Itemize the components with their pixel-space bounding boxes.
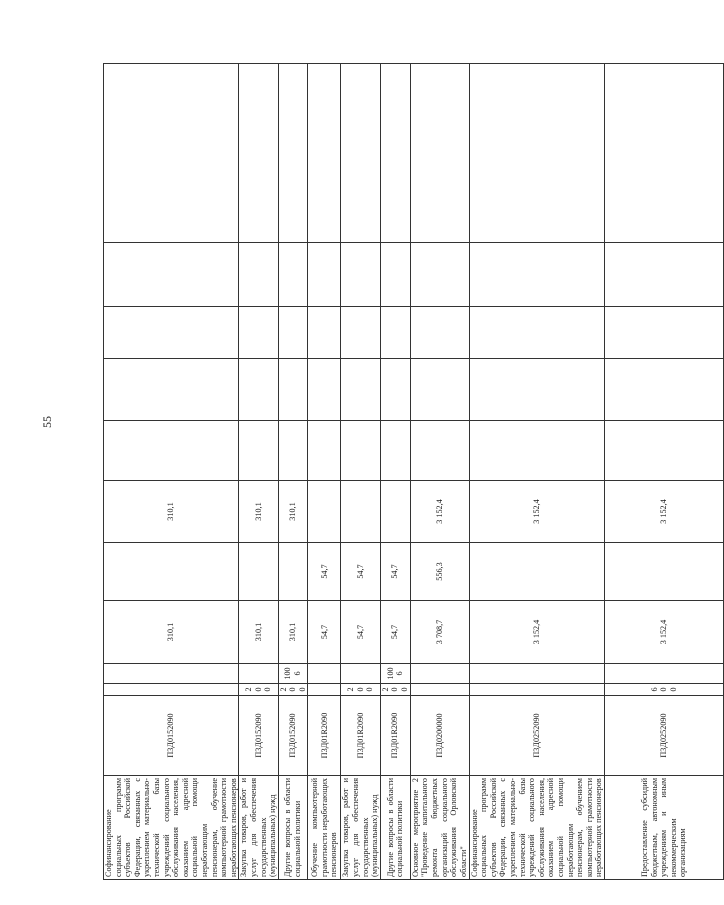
amount-col-5 — [341, 359, 380, 421]
amount-col-6 — [239, 307, 278, 359]
expense-type-code: 600 — [604, 684, 723, 696]
amount-col-4 — [341, 421, 380, 481]
table-row — [469, 64, 604, 880]
target-article-code: П3Д0152090 — [278, 696, 308, 776]
amount-col-5 — [239, 359, 278, 421]
table-row — [341, 64, 380, 880]
amount-total: 54,7 — [308, 601, 341, 664]
amount-total: 310,1 — [278, 601, 308, 664]
amount-col-7 — [604, 243, 723, 307]
amount-col-3: 310,1 — [104, 481, 239, 543]
row-name: Другие вопросы в области социальной политики — [278, 776, 308, 880]
section-code — [410, 664, 469, 684]
amount-total: 310,1 — [104, 601, 239, 664]
expense-type-code — [469, 684, 604, 696]
amount-col-2: 54,7 — [380, 543, 410, 601]
amount-col-2 — [239, 543, 278, 601]
amount-col-3 — [380, 481, 410, 543]
amount-total: 54,7 — [380, 601, 410, 664]
amount-col-6 — [469, 307, 604, 359]
amount-col-6 — [104, 307, 239, 359]
amount-col-5 — [104, 359, 239, 421]
section-code: 1006 — [380, 664, 410, 684]
row-name: Софинансирование социальных программ субъектов Российской Федерации, связанных с укреплением материально-технической базы учреждений социального обслуживания населения, оказанием адресной социальной помощи неработающим пенсионерам, обучение компьютерной грамотности неработающих пенсионеров — [104, 776, 239, 880]
target-article-code: П3Д01R2090 — [341, 696, 380, 776]
amount-col-7 — [104, 243, 239, 307]
amount-col-6 — [604, 307, 723, 359]
row-name: Обучение компьютерной грамотности неработающих пенсионеров — [308, 776, 341, 880]
amount-total: 3 708,7 — [410, 601, 469, 664]
amount-col-7 — [469, 243, 604, 307]
amount-total: 3 152,4 — [469, 601, 604, 664]
section-code: 1006 — [278, 664, 308, 684]
amount-col-5 — [278, 359, 308, 421]
table-row — [104, 64, 239, 880]
amount-col-2: 54,7 — [341, 543, 380, 601]
amount-col-8 — [278, 64, 308, 243]
amount-total: 54,7 — [341, 601, 380, 664]
table-row — [278, 64, 308, 880]
expense-type-code — [104, 684, 239, 696]
section-code — [469, 664, 604, 684]
amount-col-5 — [308, 359, 341, 421]
row-name: Другие вопросы в области социальной политики — [380, 776, 410, 880]
amount-col-7 — [239, 243, 278, 307]
row-name: Закупка товаров, работ и услуг для обеспечения государственных (муниципальных) нужд — [239, 776, 278, 880]
table-row — [308, 64, 341, 880]
target-article-code: П3Д0252090 — [469, 696, 604, 776]
amount-col-8 — [104, 64, 239, 243]
amount-col-3: 310,1 — [239, 481, 278, 543]
amount-col-5 — [410, 359, 469, 421]
table-row — [380, 64, 410, 880]
amount-col-3: 3 152,4 — [604, 481, 723, 543]
amount-col-6 — [410, 307, 469, 359]
amount-col-8 — [604, 64, 723, 243]
amount-col-6 — [380, 307, 410, 359]
row-name: Софинансирование социальных программ субъектов Российской Федерации, связанных с укреплением материально-технической базы учреждений социального обслуживания населения, оказанием адресной социальной помощи неработающим пенсионерам, обучением компьютерной грамотности неработающих пенсионеров — [469, 776, 604, 880]
amount-col-4 — [380, 421, 410, 481]
amount-col-5 — [380, 359, 410, 421]
expense-type-code: 200 — [380, 684, 410, 696]
amount-col-7 — [341, 243, 380, 307]
expense-type-code: 200 — [239, 684, 278, 696]
target-article-code: П3Д0152090 — [104, 696, 239, 776]
budget-table-container — [103, 64, 688, 880]
amount-col-3 — [341, 481, 380, 543]
table-row — [604, 64, 723, 880]
amount-col-2 — [604, 543, 723, 601]
amount-col-7 — [308, 243, 341, 307]
budget-table — [103, 63, 724, 880]
target-article-code: П3Д0200000 — [410, 696, 469, 776]
table-row — [239, 64, 278, 880]
amount-col-7 — [278, 243, 308, 307]
amount-col-6 — [308, 307, 341, 359]
amount-col-8 — [469, 64, 604, 243]
amount-total: 3 152,4 — [604, 601, 723, 664]
amount-col-4 — [604, 421, 723, 481]
table-row — [410, 64, 469, 880]
table-body — [104, 64, 724, 880]
section-code — [104, 664, 239, 684]
section-code — [341, 664, 380, 684]
section-code — [308, 664, 341, 684]
page-number: 55 — [40, 416, 54, 428]
expense-type-code: 200 — [341, 684, 380, 696]
amount-col-6 — [278, 307, 308, 359]
amount-col-2: 556,3 — [410, 543, 469, 601]
amount-col-4 — [469, 421, 604, 481]
row-name: Предоставление субсидий бюджетным, автономным учреждениям и иным некоммерческим организациям — [604, 776, 723, 880]
target-article-code: П3Д01R2090 — [380, 696, 410, 776]
target-article-code: П3Д01R2090 — [308, 696, 341, 776]
amount-col-3: 310,1 — [278, 481, 308, 543]
amount-col-7 — [380, 243, 410, 307]
amount-total: 310,1 — [239, 601, 278, 664]
amount-col-4 — [308, 421, 341, 481]
section-code — [604, 664, 723, 684]
target-article-code: П3Д0252090 — [604, 696, 723, 776]
amount-col-4 — [239, 421, 278, 481]
row-name: Основное мероприятие 2 "Проведение капитального ремонта бюджетных организаций социального обслуживания Орловской области" — [410, 776, 469, 880]
row-name: Закупка товаров, работ и услуг для обеспечения государственных (муниципальных) нужд — [341, 776, 380, 880]
amount-col-3 — [308, 481, 341, 543]
amount-col-5 — [469, 359, 604, 421]
amount-col-3: 3 152,4 — [469, 481, 604, 543]
amount-col-8 — [341, 64, 380, 243]
amount-col-4 — [410, 421, 469, 481]
expense-type-code — [410, 684, 469, 696]
amount-col-4 — [104, 421, 239, 481]
amount-col-5 — [604, 359, 723, 421]
amount-col-8 — [380, 64, 410, 243]
amount-col-2 — [104, 543, 239, 601]
amount-col-2 — [278, 543, 308, 601]
amount-col-3: 3 152,4 — [410, 481, 469, 543]
amount-col-2: 54,7 — [308, 543, 341, 601]
expense-type-code: 200 — [278, 684, 308, 696]
target-article-code: П3Д0152090 — [239, 696, 278, 776]
amount-col-2 — [469, 543, 604, 601]
section-code — [239, 664, 278, 684]
amount-col-8 — [239, 64, 278, 243]
amount-col-8 — [308, 64, 341, 243]
amount-col-6 — [341, 307, 380, 359]
amount-col-8 — [410, 64, 469, 243]
amount-col-4 — [278, 421, 308, 481]
amount-col-7 — [410, 243, 469, 307]
expense-type-code — [308, 684, 341, 696]
